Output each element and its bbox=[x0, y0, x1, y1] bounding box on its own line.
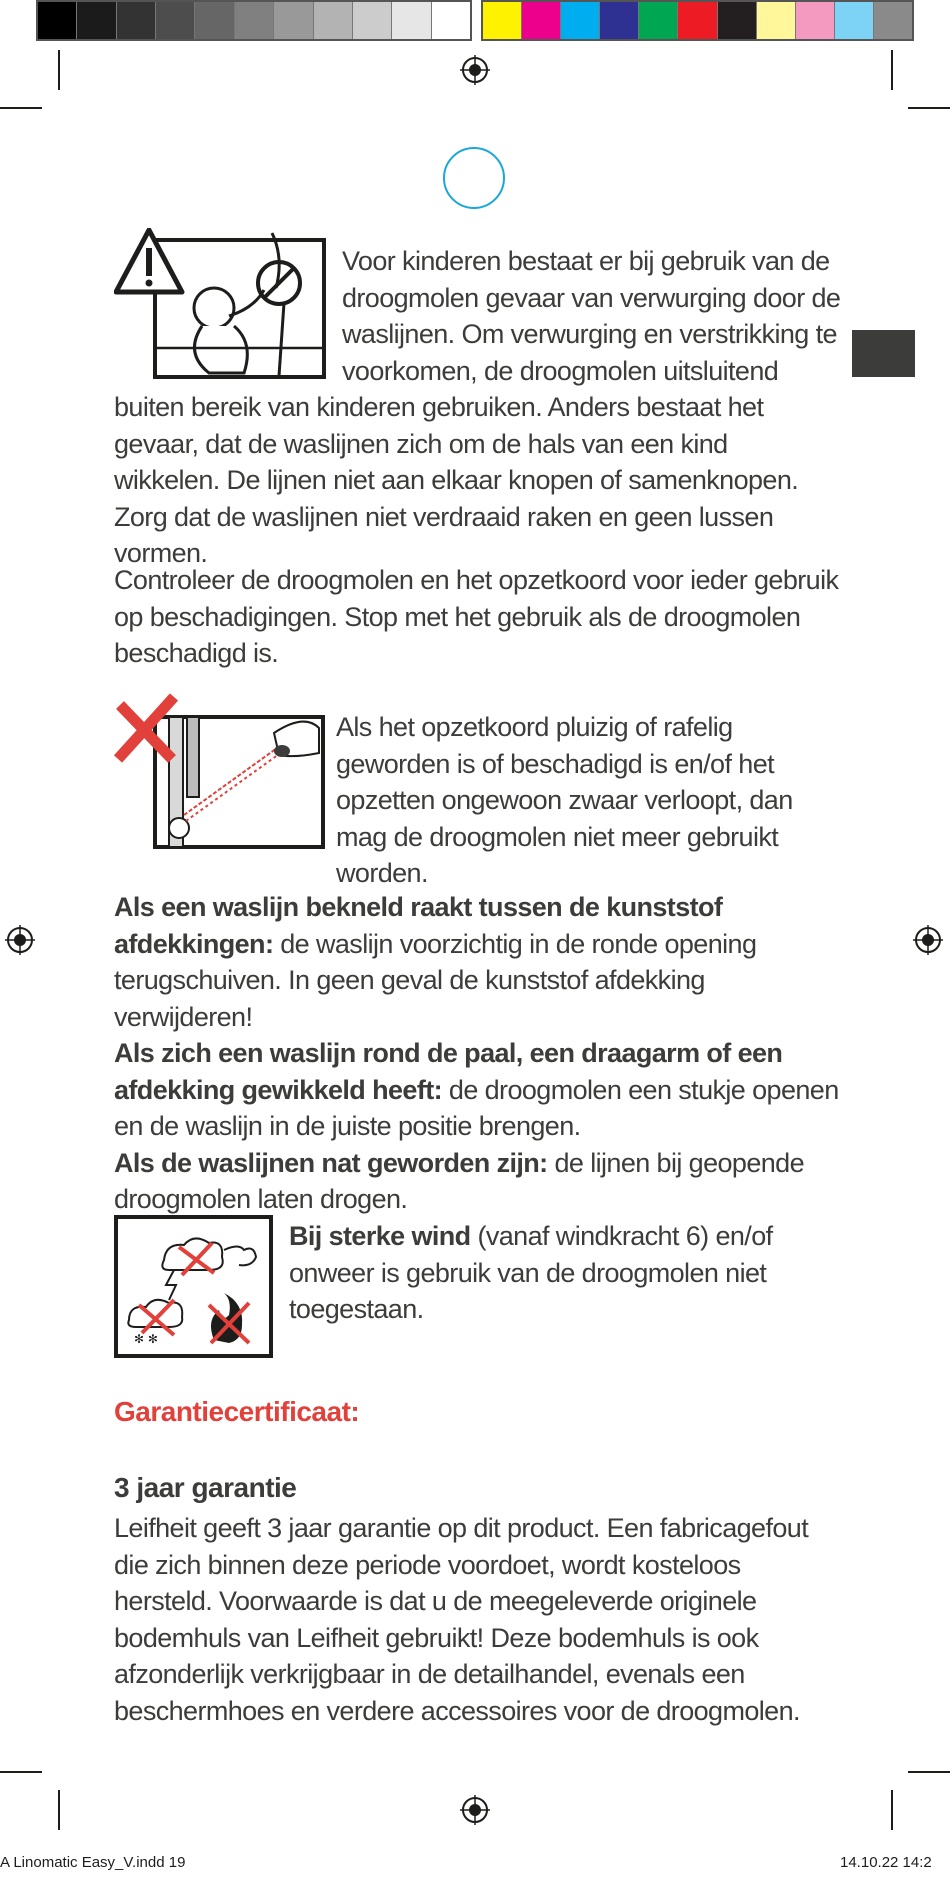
wind-warning-text: (vanaf windkracht 6) en/of onweer is gebruik van de droogmolen niet toegestaan. bbox=[289, 1221, 773, 1324]
warranty-text: Leifheit geeft 3 jaar garantie op dit product. Een fabricagefout die zich binnen deze periode voordoet, wordt kosteloos hersteld. Voorwaarde is dat u de meegeleverde originele bodemhuls van Leifheit gebruikt! Deze bodemhuls is ook afzonderlijk verkrijgbaar in de detailhandel, evenals een beschermhoes en verdere accessoires voor de droogmolen. bbox=[114, 1513, 809, 1726]
color-swatch bbox=[38, 2, 77, 39]
color-swatch bbox=[274, 2, 313, 39]
blue-circle-mark bbox=[443, 147, 505, 209]
svg-text:✻ ✻: ✻ ✻ bbox=[134, 1332, 158, 1346]
storm-wind-icon bbox=[114, 1215, 274, 1359]
color-swatch bbox=[639, 2, 678, 39]
color-swatch bbox=[483, 2, 522, 39]
color-swatch bbox=[353, 2, 392, 39]
color-swatch bbox=[314, 2, 353, 39]
color-swatch bbox=[678, 2, 717, 39]
registration-mark-icon bbox=[460, 1795, 490, 1825]
registration-mark-icon bbox=[5, 925, 35, 955]
crop-mark bbox=[58, 50, 60, 90]
section5-paragraph bbox=[289, 1218, 809, 1328]
child-strangulation-icon bbox=[114, 228, 327, 380]
text-line: droogmolen gevaar van verwurging door de bbox=[342, 282, 841, 313]
color-swatch bbox=[874, 2, 912, 39]
footer-date: 14.10.22 14:2 bbox=[840, 1854, 932, 1871]
instruction-text: de droogmolen een stukje openen en de waslijn in de juiste positie brengen. bbox=[114, 1074, 839, 1141]
section2-paragraph: Controleer de droogmolen en het opzetkoord voor ieder gebruik op beschadigingen. Stop met het gebruik als de droogmolen beschadigd is. bbox=[114, 565, 839, 668]
crop-mark bbox=[891, 50, 893, 90]
text-line: voorkomen, de droogmolen uitsluitend bbox=[342, 355, 779, 386]
color-swatch bbox=[522, 2, 561, 39]
text-line: Voor kinderen bestaat er bij gebruik van de bbox=[342, 246, 830, 276]
color-swatch bbox=[796, 2, 835, 39]
crop-mark bbox=[0, 1771, 42, 1773]
color-swatch bbox=[432, 2, 470, 39]
crop-mark bbox=[58, 1790, 60, 1830]
crop-mark bbox=[908, 1771, 950, 1773]
warranty-subheading: 3 jaar garantie bbox=[114, 1472, 297, 1503]
color-swatch bbox=[561, 2, 600, 39]
text-line: waslijnen. Om verwurging en verstrikking te bbox=[342, 319, 837, 349]
side-tab-marker bbox=[852, 330, 915, 377]
registration-mark-icon bbox=[460, 55, 490, 85]
color-swatch bbox=[195, 2, 234, 39]
crop-mark bbox=[891, 1790, 893, 1830]
color-swatch bbox=[600, 2, 639, 39]
color-swatch bbox=[835, 2, 874, 39]
warranty-heading: Garantiecertificaat: bbox=[114, 1396, 360, 1427]
footer-filename: A Linomatic Easy_V.indd 19 bbox=[0, 1854, 186, 1871]
color-swatch bbox=[718, 2, 757, 39]
instruction-text: de waslijn voorzichtig in de ronde opening terugschuiven. In geen geval de kunststof afdekking verwijderen! bbox=[114, 928, 757, 1032]
section1-rest: buiten bereik van kinderen gebruiken. Anders bestaat het gevaar, dat de waslijnen zich om de hals van een kind wikkelen. De lijnen niet aan elkaar knopen of samenknopen. Zorg dat de waslijnen niet verdraaid raken en geen lussen vormen. bbox=[114, 392, 799, 568]
wind-warning-bold: Bij sterke wind bbox=[289, 1221, 471, 1251]
color-swatch bbox=[156, 2, 195, 39]
frayed-cord-icon bbox=[114, 693, 326, 850]
registration-mark-icon bbox=[913, 925, 943, 955]
color-swatch bbox=[117, 2, 156, 39]
instruction-heading: Als de waslijnen nat geworden zijn: bbox=[114, 1147, 548, 1178]
crop-mark bbox=[908, 107, 950, 109]
instruction-heading: Als een waslijn bekneld raakt tussen de kunststof afdekkingen: bbox=[114, 892, 723, 959]
instruction-heading: Als zich een waslijn rond de paal, een draagarm of een afdekking gewikkeld heeft: bbox=[114, 1038, 783, 1105]
section4-instructions bbox=[114, 889, 839, 1218]
instruction-text: de lijnen bij geopende droogmolen laten drogen. bbox=[114, 1147, 805, 1214]
grayscale-calibration-bar bbox=[36, 0, 472, 41]
section1-lines-short bbox=[342, 243, 842, 389]
color-swatch bbox=[392, 2, 431, 39]
section3-paragraph: Als het opzetkoord pluizig of rafelig geworden is of beschadigd is en/of het opzetten ongewoon zwaar verloopt, dan mag de droogmolen niet meer gebruikt worden. bbox=[336, 712, 793, 888]
crop-mark bbox=[0, 107, 42, 109]
color-swatch bbox=[77, 2, 116, 39]
color-swatch bbox=[757, 2, 796, 39]
color-calibration-bar bbox=[481, 0, 914, 41]
color-swatch bbox=[235, 2, 274, 39]
